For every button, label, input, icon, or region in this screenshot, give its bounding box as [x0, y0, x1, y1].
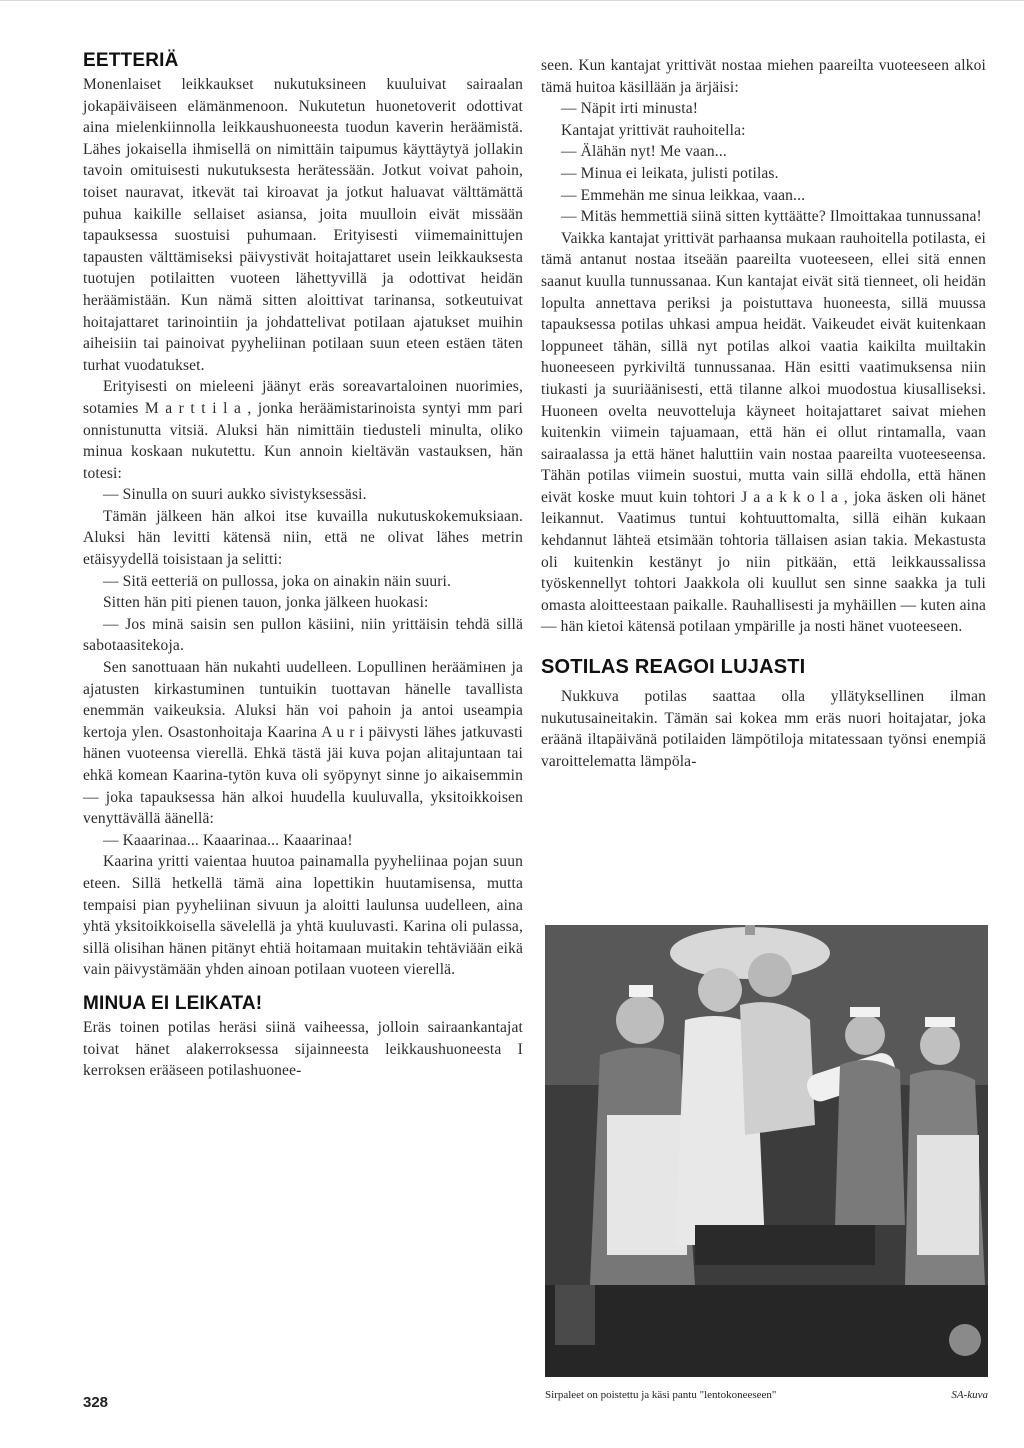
operating-table: [695, 1225, 875, 1265]
patient-torso: [740, 1002, 815, 1135]
photo-floor: [545, 1285, 988, 1377]
paragraph: — Näpit irti minusta!: [561, 100, 699, 118]
nurse-cap-right: [925, 1017, 955, 1027]
equipment-wheel: [949, 1324, 981, 1356]
nurse-cap-middle: [850, 1007, 880, 1017]
paragraph: — Mitäs hemmettiä siinä sitten kyttäätte? Ilmoittakaa tunnussana!: [561, 208, 982, 226]
instrument-cabinet: [555, 1285, 595, 1345]
nurse-head-left: [616, 996, 664, 1044]
right-paragraphs-1: [541, 55, 986, 638]
left-paragraphs-1: [83, 74, 523, 981]
paragraph: Kaarina yritti vaientaa huutoa painamalla pyyheliinaa pojan suun eteen. Sillä hetkellä tämä aina lopettikin huutamisensa, mutta tempaisi pian pyyheliinan sivuun ja aloitti laulunsa uudelleen, aina yhtä yksitoikkoisella sävelellä ja yhtä kuuluvasti. Karina oli pulassa, sillä olisihan hänen pitänyt ehtiä hoitamaan muitakin tehtäviään eikä vain päivystämään yhden ainoan potilaan vuoteen vierellä.: [83, 853, 523, 979]
photo-credit: SA-kuva: [951, 1389, 988, 1401]
paragraph: Erityisesti on mieleeni jäänyt eräs soreavartaloinen nuorimies, sotamies M a r t t i l a , jonka heräämistarinoista syntyi mm pari onnistunutta vitsiä. Aluksi hän nimittäin tiedusteli minulta, oliko minua koskaan nukutettu. Kun annoin kieltävän vastauksen, hän totesi:: [83, 378, 523, 482]
paragraph: — Sinulla on suuri aukko sivistyksessäsi.: [103, 486, 367, 504]
paragraph: Tämän jälkeen hän alkoi itse kuvailla nukutuskokemuksiaan. Aluksi hän levitti kätensä niin, että ne olivat lähes metrin etäisyydellä toisistaan ja selitti:: [83, 507, 523, 569]
paragraph: — Älähän nyt! Me vaan...: [561, 143, 727, 161]
photo-illustration: [545, 925, 988, 1377]
nurse-head-middle: [845, 1015, 885, 1055]
top-rule: [0, 0, 1024, 1]
paragraph: Sitten hän piti pienen tauon, jonka jälkeen huokasi:: [103, 594, 429, 612]
paragraph: Kantajat yrittivät rauhoitella:: [561, 121, 746, 139]
right-paragraphs-2: [541, 686, 986, 772]
page-number: 328: [83, 1394, 109, 1411]
nurse-uniform-middle: [835, 1060, 905, 1225]
nurse-apron-left: [607, 1115, 687, 1255]
paragraph: — Emmehän me sinua leikkaa, vaan...: [561, 186, 806, 204]
photo-caption: Sirpaleet on poistettu ja käsi pantu "lentokoneeseen": [545, 1389, 777, 1401]
paragraph: — Jos minä saisin sen pullon käsiini, niin yrittäisin tehdä sillä sabotaasitekoja.: [83, 615, 523, 655]
paragraph: seen. Kun kantajat yrittivät nostaa miehen paareilta vuoteeseen alkoi tämä huitoa käsillään ja ärjäisi:: [541, 57, 986, 96]
section-heading-eetteria: EETTERIÄ: [83, 50, 179, 71]
photo-caption-row: [545, 1389, 988, 1401]
right-column: [541, 55, 986, 772]
left-column: [83, 50, 523, 1082]
doctor-head: [698, 968, 742, 1012]
paragraph: Sen sanottuaan hän nukahti uudelleen. Lopullinen heräämінen ja ajatusten kirkastuminen tuntuikin tuottavan hänelle tavallista enemmän vaikeuksia. Aluksi hän voi pahoin ja antoi useampia kertoja ylen. Osastonhoitaja Kaarina A u r i päivysti lähes jatkuvasti hänen vuoteensa vierellä. Ehkä tästä jäi kuva pojan alitajuntaan tai ehkä komean Kaarina-tytön kuva oli syöpynyt sinne jo aikaisemmin — joka tapauksessa hän alkoi huudella kuuluvalla, yksitoikkoisen venyttävällä äänellä:: [83, 659, 523, 828]
paragraph: Eräs toinen potilas heräsi siinä vaiheessa, jolloin sairaankantajat toivat hänet alakerroksessa sijainneesta leikkaushuoneesta I kerroksen erääseen potilashuonee-: [83, 1018, 523, 1080]
paragraph: Vaikka kantajat yrittivät parhaansa mukaan rauhoitella potilasta, ei tämä antanut nostaa itseään paareilta vuoteeseen, ellei sitä ennen saanut kuulla tunnussanaa. Kun kantajat eivät sitä tienneet, oli heidän lopulta annettava periksi ja poistuttava huoneesta, sillä muussa tapauksessa potilas uhkasi ampua heidät. Vaikeudet eivät kuitenkaan loppuneet tähän, sillä nyt potilas alkoi vaatia kaikilta muiltakin huoneeseen pyrkiviltä tunnussanaa. Hän esitti vaatimuksensa niin tiukasti ja suuriäänisesti, että tilanne alkoi muodostua kiusalliseksi. Huoneen ovelta neuvotteluja käyneet hoitajattaret saivat miehen kuitenkin viimein tajuamaan, että hän ei ollut rintamalla, vaan sairaalassa ja että hänet haluttiin vain nostaa paareilta vuoteeseensa. Tähän potilas viimein suostui, mutta vain sillä ehdolla, että hänen eivät koske muut kuin tohtori J a a k k o l a , joka äsken oli hänet leikannut. Vaatimus tuntui kohtuuttomalta, sillä eihän kukaan kehdannut lähteä etsimään tohtoria tällaisen asian takia. Mekastusta oli kuitenkin kestänyt jo niin pitkään, että leikkaussalissa työskennellyt tohtori Jaakkola oli kuullut sen sinne saakka ja tuli omasta aloitteestaan paikalle. Rauhallisesti ja myhäillen — kuten aina — hän kietoi kätensä potilaan ympärille ja nosti hänet vuoteeseen.: [541, 229, 986, 636]
section-heading-sotilas-reagoi-lujasti: SOTILAS REAGOI LUJASTI: [541, 656, 806, 679]
lamp-mount: [745, 925, 755, 935]
nurse-apron-right: [917, 1135, 979, 1255]
left-paragraphs-2: [83, 1017, 523, 1082]
hospital-photo: [545, 925, 988, 1377]
section-heading-minua-ei-leikata: MINUA EI LEIKATA!: [83, 992, 263, 1014]
paragraph: Nukkuva potilas saattaa olla yllätyksellinen ilman nukutusaineitakin. Tämän sai kokea mm eräs nuori hoitajatar, joka eräänä iltapäivänä potilaiden lämpötiloja mitatessaan työnsi enempiä varoittelematta lämpöla-: [541, 688, 986, 770]
nurse-cap-left: [629, 985, 653, 997]
patient-head: [748, 953, 792, 997]
paragraph: — Kaaarinaa... Kaaarinaa... Kaaarinaa!: [103, 831, 353, 849]
paragraph: Monenlaiset leikkaukset nukutuksineen kuuluivat sairaalan jokapäiväiseen elämänmenoon. Nukutetun huonetoverit odottivat aina mielenkiinnolla leikkaushuoneesta tuodun kaverin heräämistä. Lähes jokaisella ihmisellä on nimittäin taipumus käyttäytyä jollakin tavoin omituisesti nukutuksesta herätessään. Jotkut voivat pahoin, toiset nauravat, itkevät tai kiroavat ja jotkut haluavat välttämättä puhua kaikille sellaiset asiansa, joita muulloin eivät missään tapauksessa suostuisi puhumaan. Erityisesti viimemainittujen tapausten välttämiseksi päivystivät hoitajattaret usein leikkauksesta tuotujen potilaitten vuoteen lähettyvillä ja odottivat heidän heräämistään. Kun nämä sitten aloittivat tarinansa, sotkeutuivat hoitajattaret tarinointiin ja johdattelivat potilaan ajatukset muihin aiheisiin tai painoivat pyyheliinan potilaan suun eteen estäen täten turhat vuodatukset.: [83, 76, 523, 374]
nurse-head-right: [920, 1025, 960, 1065]
paragraph: — Sitä eetteriä on pullossa, joka on ainakin näin suuri.: [103, 572, 452, 590]
paragraph: — Minua ei leikata, julisti potilas.: [561, 164, 779, 182]
